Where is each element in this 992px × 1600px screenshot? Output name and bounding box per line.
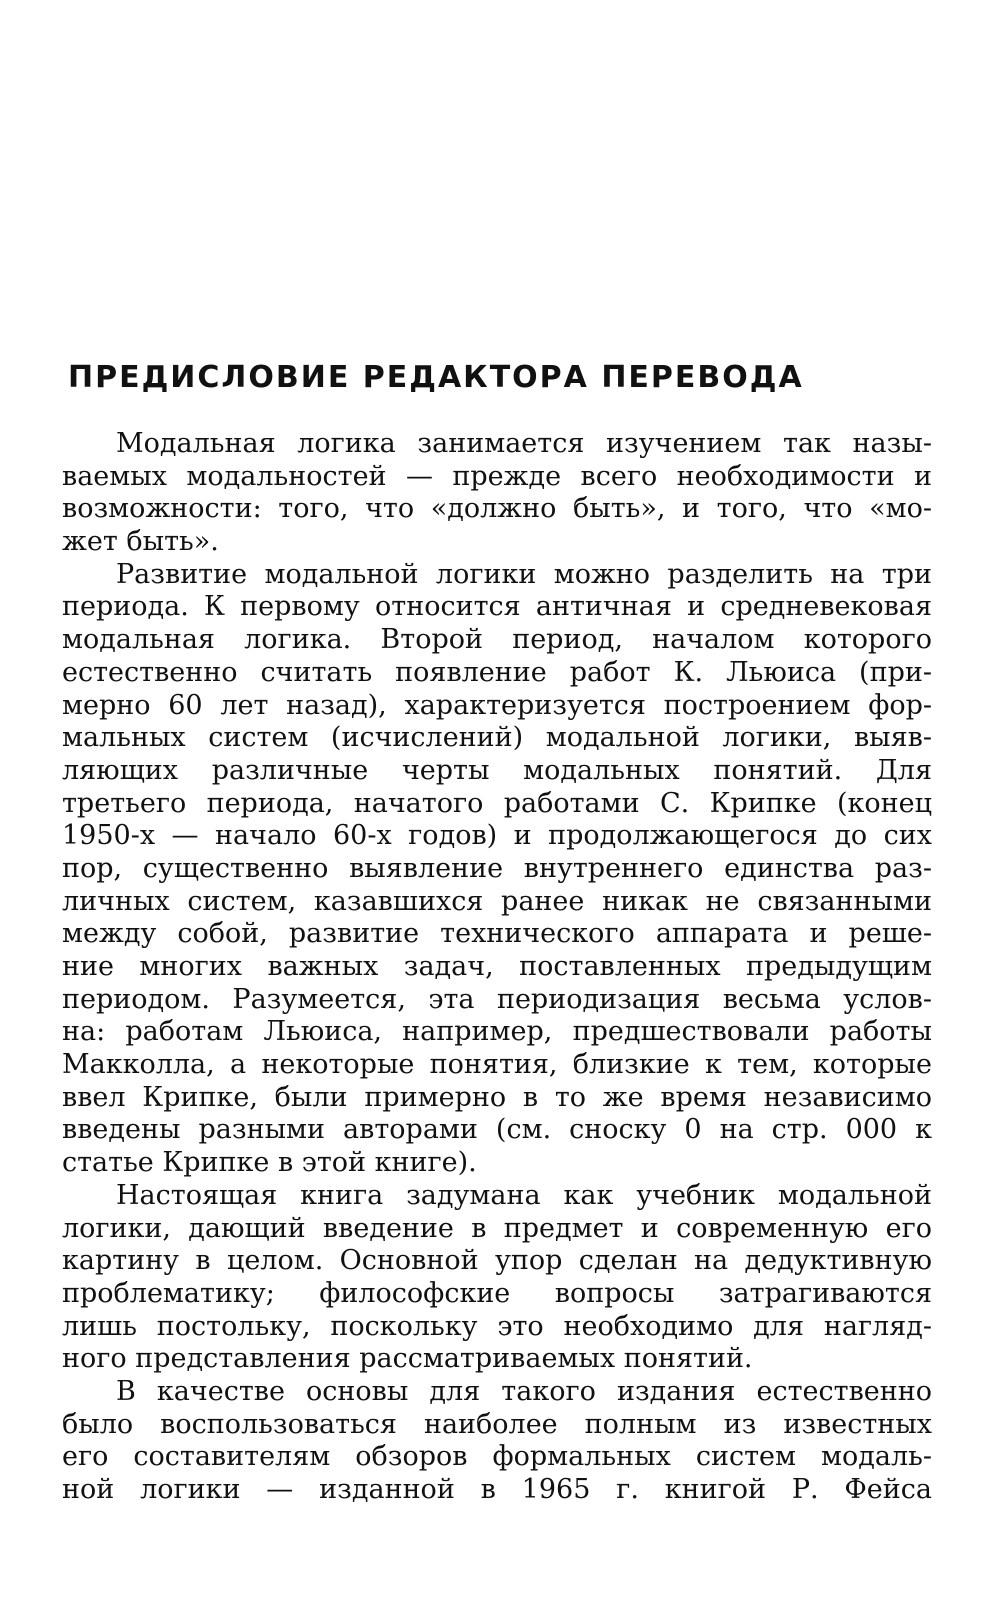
text-line: третьего периода, начатого работами С. Крипке (конец [62, 787, 932, 819]
text-line: между собой, развитие технического аппарата и реше- [62, 918, 932, 950]
text-line: Модальная логика занимается изучением так назы- [116, 428, 932, 459]
text-line: мальных систем (исчислений) модальной логики, выяв- [62, 722, 932, 754]
page-title: ПРЕДИСЛОВИЕ РЕДАКТОРА ПЕРЕВОДА [68, 360, 804, 395]
paragraph [62, 428, 932, 559]
text-line: ной логики — изданной в 1965 г. книгой Р. Фейса [62, 1474, 932, 1505]
text-line: введены разными авторами (см. сноску 0 на стр. 000 к [62, 1114, 932, 1146]
paragraph-container [62, 428, 932, 1507]
text-line: жет быть». [62, 526, 219, 558]
paragraph [62, 559, 932, 1180]
text-line: было воспользоваться наиболее полным из известных [62, 1408, 932, 1440]
text-line: ного представления рассматриваемых понятий. [62, 1343, 753, 1375]
text-line: его составителям обзоров формальных систем модаль- [62, 1441, 932, 1473]
text-line: естественно считать появление работ К. Льюиса (при- [62, 656, 932, 688]
text-line: Макколла, а некоторые понятия, близкие к тем, которые [62, 1049, 932, 1081]
text-line: лишь постольку, поскольку это необходимо для нагляд- [62, 1310, 932, 1342]
text-line: проблематику; философские вопросы затрагиваются [62, 1277, 932, 1309]
text-line: мерно 60 лет назад), характеризуется построением фор- [62, 689, 932, 721]
text-line: периода. К первому относится античная и средневековая [62, 591, 932, 623]
text-line: возможности: того, что «должно быть», и того, что «мо- [62, 493, 932, 525]
text-line: логики, дающий введение в предмет и современную его [62, 1212, 932, 1244]
text-line: на: работам Льюиса, например, предшествовали работы [62, 1016, 932, 1048]
paragraph [62, 1180, 932, 1376]
text-line: 1950-х — начало 60-х годов) и продолжающегося до сих [62, 820, 932, 852]
text-line: Развитие модальной логики можно разделить на три [116, 558, 932, 590]
text-line: ляющих различные черты модальных понятий. Для [62, 754, 932, 786]
text-line: ние многих важных задач, поставленных предыдущим [62, 951, 932, 982]
text-line: ввел Крипке, были примерно в то же время независимо [62, 1081, 932, 1113]
text-line: ваемых модальностей — прежде всего необходимости и [62, 460, 932, 492]
body-text [62, 428, 932, 1507]
text-line: статье Крипке в этой книге). [62, 1147, 477, 1179]
text-line: периодом. Разумеется, эта периодизация весьма услов- [62, 983, 932, 1015]
text-line: В качестве основы для такого издания естественно [116, 1375, 932, 1407]
text-line: модальная логика. Второй период, началом которого [62, 624, 932, 656]
text-line: личных систем, казавшихся ранее никак не связанными [62, 885, 932, 917]
text-line: пор, существенно выявление внутреннего единства раз- [62, 852, 932, 884]
text-line: Настоящая книга задумана как учебник модальной [116, 1179, 932, 1211]
paragraph [62, 1376, 932, 1507]
text-line: картину в целом. Основной упор сделан на дедуктивную [62, 1245, 932, 1277]
